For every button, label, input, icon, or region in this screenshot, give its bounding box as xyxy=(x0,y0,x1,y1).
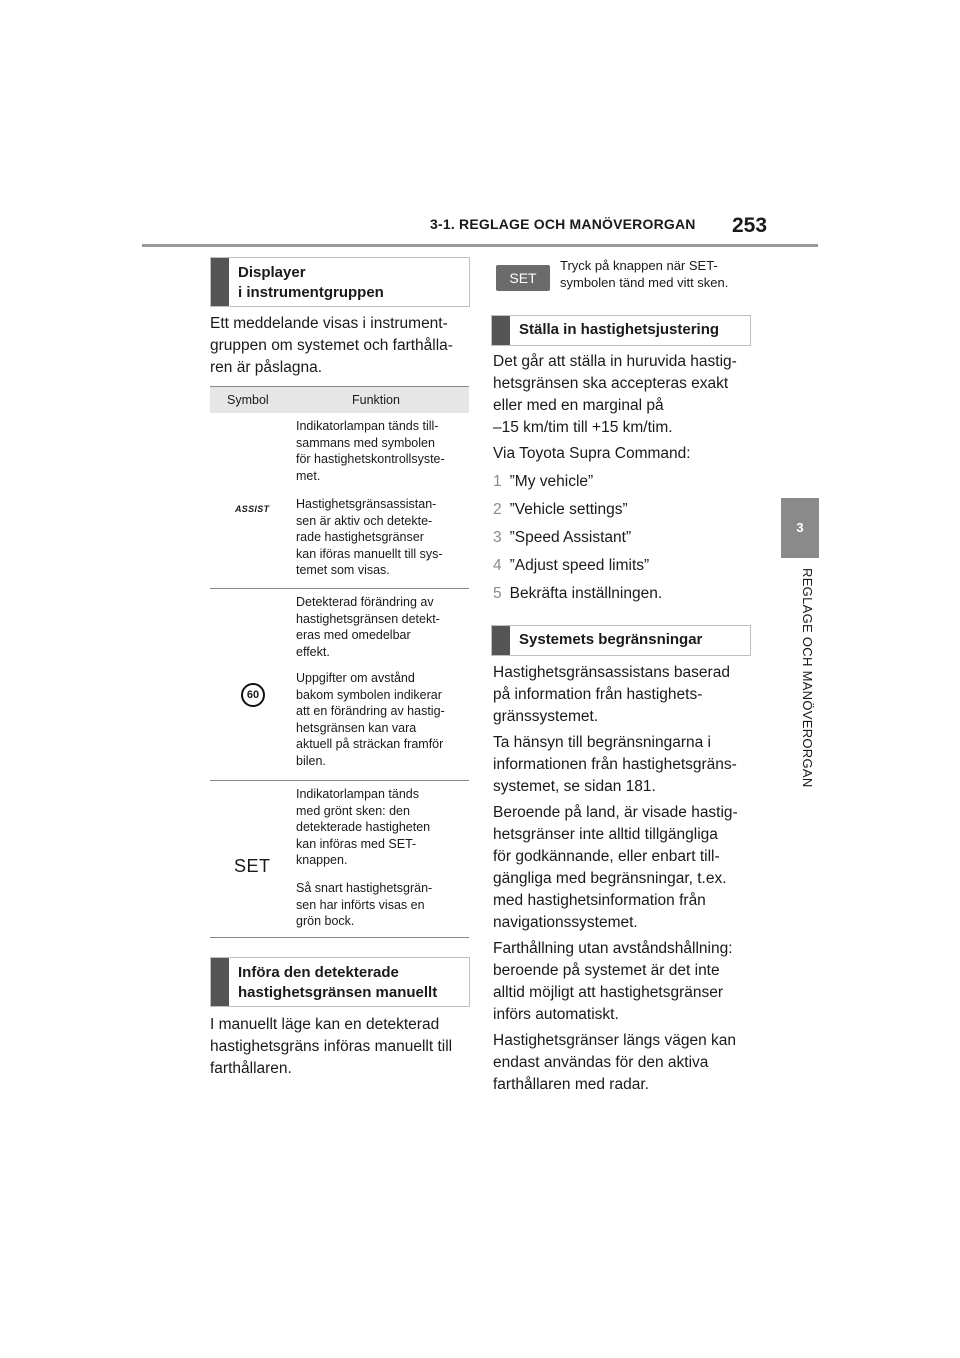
step-item xyxy=(493,580,763,608)
table-col-symbol: Symbol xyxy=(227,393,269,407)
table-row-rule xyxy=(210,780,469,781)
step-number: 2 xyxy=(493,501,502,518)
step-text: ”Vehicle settings” xyxy=(509,501,628,518)
table-row-rule xyxy=(210,588,469,589)
displays-heading: Displayer i instrumentgruppen xyxy=(238,264,384,301)
displays-heading-box xyxy=(210,257,470,307)
limits-heading-box xyxy=(491,625,751,656)
manual-heading: Införa den detekterade hastighetsgränsen manuellt xyxy=(238,964,438,1001)
row2-function-p2: Uppgifter om avstånd bakom symbolen indikerar att en förändring av hastig- hetsgränsen kan vara aktuell på sträckan framför bilen. xyxy=(296,671,445,768)
heading-bar xyxy=(492,626,510,655)
section-title: 3-1. REGLAGE OCH MANÖVERORGAN xyxy=(430,216,696,232)
step-text: ”Speed Assistant” xyxy=(509,529,632,546)
assist-symbol-icon: ASSIST xyxy=(235,504,270,514)
row3-function-p1: Indikatorlampan tänds med grönt sken: den detekterade hastigheten kan införas med SET- knappen. xyxy=(296,787,431,867)
table-bottom-rule xyxy=(210,937,469,938)
step-item xyxy=(493,496,763,524)
set-symbol-icon: SET xyxy=(234,856,271,876)
step-number: 1 xyxy=(493,473,502,490)
limits-paragraph-3: Beroende på land, är visade hastig- hetsgränser inte alltid tillgängliga för godkännande, eller enbart till- gängliga med begränsningar, t.ex. med hastighetsinformation från navigationssystemet. xyxy=(493,804,738,931)
displays-text: Ett meddelande visas i instrument- gruppen om systemet och farthålla- ren är påslagna. xyxy=(210,315,453,376)
step-number: 5 xyxy=(493,585,502,602)
chapter-side-title: REGLAGE OCH MANÖVERORGAN xyxy=(800,568,815,788)
limits-paragraph-2: Ta hänsyn till begränsningarna i informationen från hastighetsgräns- systemet, se sidan 181. xyxy=(493,734,737,795)
limits-paragraph-5: Hastighetsgränser längs vägen kan endast användas för den aktiva farthållaren med radar. xyxy=(493,1032,736,1093)
manual-heading-box xyxy=(210,957,470,1007)
step-item xyxy=(493,524,763,552)
row1-function-p1: Indikatorlampan tänds till- sammans med symbolen för hastighetskontrollsyste- met. xyxy=(296,419,445,483)
header-rule xyxy=(142,244,818,247)
set-instruction: Tryck på knappen när SET- symbolen tänd med vitt sken. xyxy=(560,258,729,290)
adjust-via-text: Via Toyota Supra Command: xyxy=(493,445,691,462)
step-number: 4 xyxy=(493,557,502,574)
adjust-heading: Ställa in hastighetsjustering xyxy=(519,321,720,338)
table-col-function: Funktion xyxy=(352,393,400,407)
limits-paragraph-1: Hastighetsgränsassistans baserad på information från hastighets- gränssystemet. xyxy=(493,664,730,725)
step-item xyxy=(493,552,763,580)
adjust-paragraph: Det går att ställa in huruvida hastig- hetsgränsen ska accepteras exakt eller med en marginal på –15 km/tim till +15 km/tim. xyxy=(493,353,737,436)
row3-function-p2: Så snart hastighetsgrän- sen har införts visas en grön bock. xyxy=(296,881,433,928)
adjust-heading-box xyxy=(491,315,751,346)
step-text: ”Adjust speed limits” xyxy=(509,557,650,574)
set-button-icon: SET xyxy=(496,265,550,291)
heading-bar xyxy=(211,958,229,1006)
limits-heading: Systemets begränsningar xyxy=(519,631,703,648)
heading-bar xyxy=(492,316,510,345)
chapter-tab: 3 xyxy=(781,498,819,558)
heading-bar xyxy=(211,258,229,306)
speed-limit-60-icon: 60 xyxy=(241,683,265,707)
step-text: ”My vehicle” xyxy=(509,473,594,490)
steps-list xyxy=(493,468,763,608)
step-text: Bekräfta inställningen. xyxy=(509,585,663,602)
step-number: 3 xyxy=(493,529,502,546)
manual-text: I manuellt läge kan en detekterad hastighetsgräns införas manuellt till farthållaren. xyxy=(210,1016,453,1077)
row2-function-p1: Detekterad förändring av hastighetsgränsen detekt- eras med omedelbar effekt. xyxy=(296,595,440,659)
row1-function-p2: Hastighetsgränsassistan- sen är aktiv och detekte- rade hastighetsgränser kan iföras manuellt till sys- temet som visas. xyxy=(296,497,443,577)
limits-paragraph-4: Farthållning utan avståndshållning: beroende på systemet är det inte alltid möjligt att hastighetsgränser införs automatiskt. xyxy=(493,940,733,1023)
step-item xyxy=(493,468,763,496)
page-number: 253 xyxy=(732,214,768,237)
